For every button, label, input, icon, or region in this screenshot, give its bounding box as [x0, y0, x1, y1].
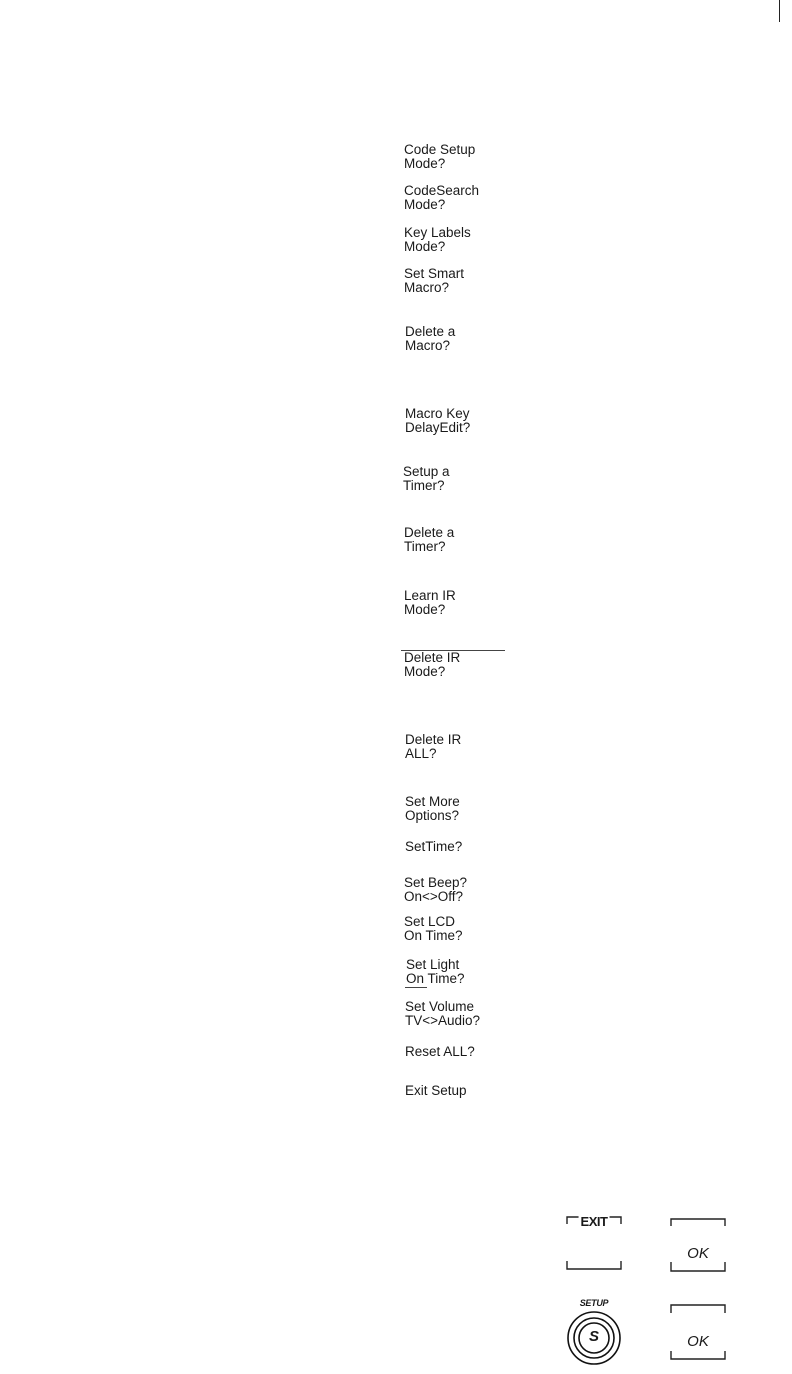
- menu-item-line1: Set Beep?: [404, 875, 468, 890]
- menu-item-line1: Setup a: [403, 464, 450, 479]
- menu-item-line2: Timer?: [403, 478, 445, 493]
- exit-button[interactable]: [566, 1216, 622, 1271]
- menu-item-line1: Learn IR: [404, 588, 456, 603]
- ok-button-2-frame: [670, 1303, 726, 1361]
- menu-item-delete-ir-all: [405, 733, 461, 761]
- menu-item-set-more-options: [405, 795, 460, 823]
- menu-item-delete-timer: [404, 526, 454, 554]
- menu-item-line2: TV<>Audio?: [405, 1013, 481, 1028]
- menu-item-set-beep: [404, 876, 467, 904]
- menu-item-line2: Mode?: [404, 239, 446, 254]
- menu-item-line2: Mode?: [404, 664, 446, 679]
- cursor-mark: [405, 987, 427, 988]
- menu-item-code-search: [404, 184, 479, 212]
- setup-button-label: SETUP: [579, 1298, 609, 1308]
- page-edge-line: [779, 0, 780, 22]
- setup-button[interactable]: [565, 1298, 623, 1366]
- menu-item-line1: Delete a: [404, 525, 455, 540]
- menu-item-line1: Set LCD: [404, 914, 456, 929]
- ok-button[interactable]: [670, 1216, 726, 1273]
- menu-item-line2: ALL?: [405, 746, 437, 761]
- menu-item-line1: Exit Setup: [405, 1083, 467, 1098]
- setup-symbol: S: [588, 1328, 599, 1345]
- menu-item-line1: SetTime?: [405, 839, 463, 854]
- menu-item-delete-macro: [405, 325, 455, 353]
- menu-item-line1: Delete a: [405, 324, 456, 339]
- menu-item-reset-all: [405, 1045, 475, 1059]
- ok-button-2[interactable]: [670, 1303, 726, 1361]
- menu-item-line1: Set Smart: [404, 266, 465, 281]
- menu-item-key-labels: [404, 226, 471, 254]
- menu-item-set-light: [406, 958, 465, 986]
- menu-item-line2: Mode?: [404, 197, 446, 212]
- menu-item-set-volume: [405, 1000, 480, 1028]
- menu-item-exit-setup: [405, 1084, 467, 1098]
- menu-item-line2: Mode?: [404, 602, 446, 617]
- exit-button-label: EXIT: [580, 1214, 608, 1229]
- menu-item-line1: Delete IR: [405, 732, 462, 747]
- menu-item-line1: Set Light: [406, 957, 460, 972]
- menu-item-set-time: [405, 840, 462, 854]
- menu-item-code-setup: [404, 143, 475, 171]
- menu-item-line1: Code Setup: [404, 142, 476, 157]
- menu-item-line1: Set More: [405, 794, 460, 809]
- menu-item-line1: Reset ALL?: [405, 1044, 475, 1059]
- menu-item-set-lcd: [404, 915, 463, 943]
- menu-item-line1: Set Volume: [405, 999, 475, 1014]
- menu-item-set-smart-macro: [404, 267, 464, 295]
- menu-item-line1: CodeSearch: [404, 183, 480, 198]
- menu-item-line2: Options?: [405, 808, 460, 823]
- menu-item-line1: Key Labels: [404, 225, 471, 240]
- menu-item-line2: DelayEdit?: [405, 420, 471, 435]
- menu-item-line1: Macro Key: [405, 406, 470, 421]
- menu-item-line2: Mode?: [404, 156, 446, 171]
- menu-item-setup-timer: [403, 465, 450, 493]
- ok-button-label: OK: [687, 1245, 709, 1262]
- menu-item-line2: On<>Off?: [404, 889, 464, 904]
- menu-item-line1: Delete IR: [404, 650, 461, 665]
- menu-item-learn-ir: [404, 589, 456, 617]
- menu-item-line2: Macro?: [405, 338, 451, 353]
- ok-button-2-label: OK: [687, 1333, 709, 1350]
- menu-item-macro-key-delay: [405, 407, 470, 435]
- menu-item-line2: On Time?: [406, 971, 465, 986]
- menu-item-delete-ir-mode: [404, 651, 460, 679]
- menu-item-line2: Macro?: [404, 280, 450, 295]
- menu-item-line2: Timer?: [404, 539, 446, 554]
- menu-item-line2: On Time?: [404, 928, 463, 943]
